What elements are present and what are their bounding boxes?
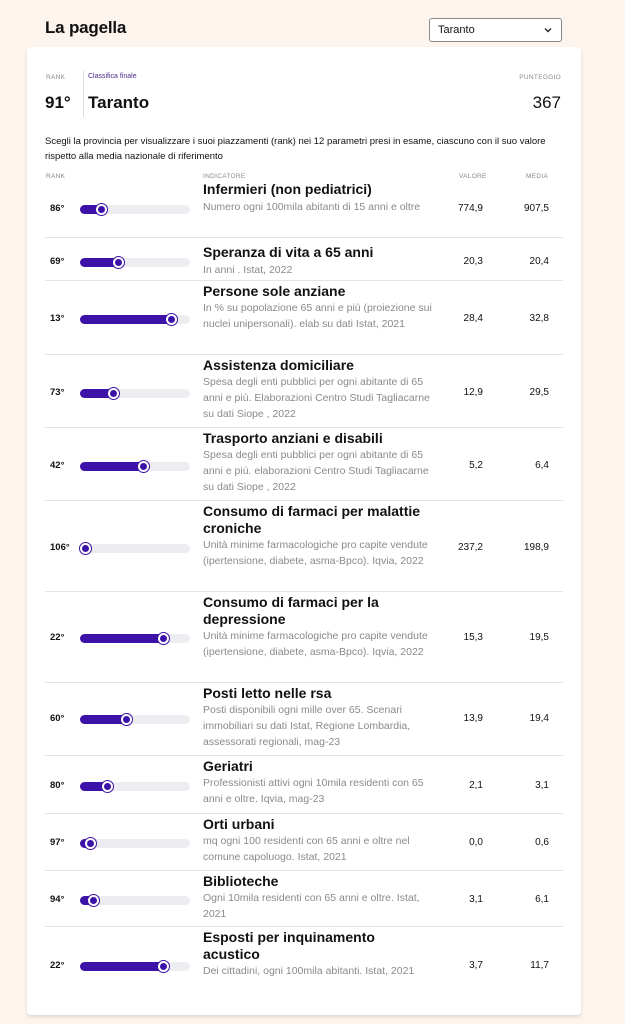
table-row [45, 927, 563, 1002]
row-average: 29,5 [529, 387, 549, 398]
row-title: Esposti per inquinamento acustico [203, 929, 375, 962]
row-rank: 80° [50, 780, 65, 791]
rank-bar-fill [80, 462, 144, 471]
row-value: 237,2 [457, 542, 483, 553]
row-rank: 94° [50, 894, 65, 905]
row-value: 5,2 [469, 460, 483, 471]
rank-bar-fill [80, 962, 164, 971]
row-value: 2,1 [469, 780, 483, 791]
row-rank: 60° [50, 713, 65, 724]
rank-bar-knob [88, 895, 99, 906]
rank-bar-fill [80, 315, 172, 324]
chevron-down-icon [543, 25, 553, 35]
row-value: 3,1 [469, 894, 483, 905]
row-value: 3,7 [469, 960, 483, 971]
table-row [45, 756, 563, 814]
row-title: Consumo di farmaci per la depressione [203, 594, 379, 627]
row-average: 0,6 [535, 837, 549, 848]
row-title: Geriatri [203, 758, 253, 774]
row-description: Numero ogni 100mila abitanti di 15 anni e oltre [203, 201, 421, 213]
rank-bar-knob [138, 461, 149, 472]
row-rank: 97° [50, 837, 65, 848]
rank-bar [80, 839, 190, 848]
report-card [27, 47, 581, 1015]
row-description: Dei cittadini, ogni 100mila abitanti. Istat, 2021 [203, 965, 415, 977]
row-rank: 22° [50, 960, 65, 971]
rank-bar [80, 462, 190, 471]
score-label: PUNTEGGIO [519, 74, 561, 81]
row-average: 20,4 [529, 256, 549, 267]
row-description: Unità minime farmacologiche pro capite vendute (ipertensione, diabete, asma-Bpco). Iqvia, 2022 [203, 539, 428, 567]
table-row [45, 501, 563, 592]
row-rank: 13° [50, 313, 65, 324]
rank-bar-fill [80, 715, 127, 724]
rank-bar-knob [102, 781, 113, 792]
table-row [45, 871, 563, 927]
row-value: 12,9 [463, 387, 483, 398]
row-average: 11,7 [530, 960, 549, 971]
rank-bar-knob [108, 388, 119, 399]
header-rank: RANK [46, 173, 66, 180]
table-row [45, 281, 563, 355]
ranking-label: Classifica finale [88, 73, 137, 80]
rank-bar [80, 962, 190, 971]
row-title: Assistenza domiciliare [203, 357, 354, 373]
row-value: 20,3 [463, 256, 483, 267]
table-row [45, 355, 563, 428]
rank-bar [80, 205, 190, 214]
rank-bar [80, 896, 190, 905]
row-title: Consumo di farmaci per malattie croniche [203, 503, 421, 536]
row-rank: 86° [50, 203, 65, 214]
row-average: 198,9 [523, 542, 549, 553]
row-description: In % su popolazione 65 anni e più (proiezione sui nuclei unipersonali). elab su dati Istat, 2021 [203, 302, 432, 330]
table-row [45, 814, 563, 871]
rank-bar-fill [80, 634, 164, 643]
row-title: Posti letto nelle rsa [203, 685, 332, 701]
row-title: Orti urbani [203, 816, 275, 832]
row-title: Persone sole anziane [203, 283, 346, 299]
table-row [45, 592, 563, 683]
row-average: 3,1 [535, 780, 549, 791]
row-title: Speranza di vita a 65 anni [203, 244, 374, 260]
row-value: 15,3 [463, 632, 483, 643]
row-title: Infermieri (non pediatrici) [203, 181, 372, 197]
row-value: 28,4 [463, 313, 483, 324]
row-title: Biblioteche [203, 873, 279, 889]
rank-bar [80, 634, 190, 643]
province-select[interactable] [429, 18, 562, 42]
row-rank: 69° [50, 256, 65, 267]
row-rank: 22° [50, 632, 65, 643]
header-average: MEDIA [526, 173, 549, 180]
row-average: 6,1 [535, 894, 549, 905]
overall-score: 367 [532, 93, 561, 112]
row-average: 907,5 [523, 203, 549, 214]
row-description: Ogni 10mila residenti con 65 anni e oltre. Istat, 2021 [203, 892, 420, 920]
row-description: Spesa degli enti pubblici per ogni abitante di 65 anni e più. Elaborazioni Centro Studi Tagliacarne su dati Siope , 2022 [203, 376, 430, 420]
intro-text: Scegli la provincia per visualizzare i suoi piazzamenti (rank) nei 12 parametri presi in esame, ciascuno con il suo valore rispetto alla media nazionale di riferimento [45, 136, 546, 162]
row-description: Unità minime farmacologiche pro capite vendute (ipertensione, diabete, asma-Bpco). Iqvia, 2022 [203, 630, 428, 658]
header-indicator: INDICATORE [203, 173, 246, 180]
overall-rank: 91° [45, 93, 71, 112]
row-average: 19,4 [529, 713, 549, 724]
rank-bar [80, 715, 190, 724]
summary-divider [83, 71, 84, 117]
rank-bar-knob [80, 543, 91, 554]
rank-bar [80, 544, 190, 553]
table-row [45, 238, 563, 281]
row-rank: 73° [50, 387, 65, 398]
rank-bar-knob [158, 961, 169, 972]
row-rank: 106° [50, 542, 70, 553]
rank-bar [80, 782, 190, 791]
row-value: 0,0 [469, 837, 483, 848]
row-rank: 42° [50, 460, 65, 471]
rank-label: RANK [46, 74, 66, 81]
page-title: La pagella [45, 18, 127, 37]
rank-bar-knob [158, 633, 169, 644]
row-description: In anni . Istat, 2022 [203, 264, 293, 276]
table-row [45, 181, 563, 238]
rank-bar-knob [113, 257, 124, 268]
row-average: 32,8 [529, 313, 549, 324]
rank-bar-knob [85, 838, 96, 849]
row-average: 19,5 [529, 632, 549, 643]
province-select-value: Taranto [438, 24, 475, 36]
rank-bar [80, 258, 190, 267]
row-average: 6,4 [535, 460, 549, 471]
rank-bar [80, 389, 190, 398]
row-description: Professionisti attivi ogni 10mila residenti con 65 anni e oltre. Iqvia, mag-23 [203, 777, 424, 805]
row-description: Posti disponibili ogni mille over 65. Scenari immobiliari su dati Istat, Regione Lombardia, assessorati regionali, mag-23 [203, 704, 411, 748]
rank-bar-knob [96, 204, 107, 215]
table-row [45, 428, 563, 501]
rank-bar-knob [166, 314, 177, 325]
header-value: VALORE [459, 173, 487, 180]
row-value: 13,9 [463, 713, 483, 724]
row-description: Spesa degli enti pubblici per ogni abitante di 65 anni e più. elaborazioni Centro Studi Tagliacarne su dati Siope , 2022 [203, 449, 429, 493]
table-row [45, 683, 563, 756]
rank-bar [80, 315, 190, 324]
rank-bar-knob [121, 714, 132, 725]
province-name: Taranto [88, 93, 150, 112]
row-value: 774,9 [457, 203, 483, 214]
row-description: mq ogni 100 residenti con 65 anni e oltre nel comune capoluogo. Istat, 2021 [203, 835, 410, 863]
row-title: Trasporto anziani e disabili [203, 430, 383, 446]
